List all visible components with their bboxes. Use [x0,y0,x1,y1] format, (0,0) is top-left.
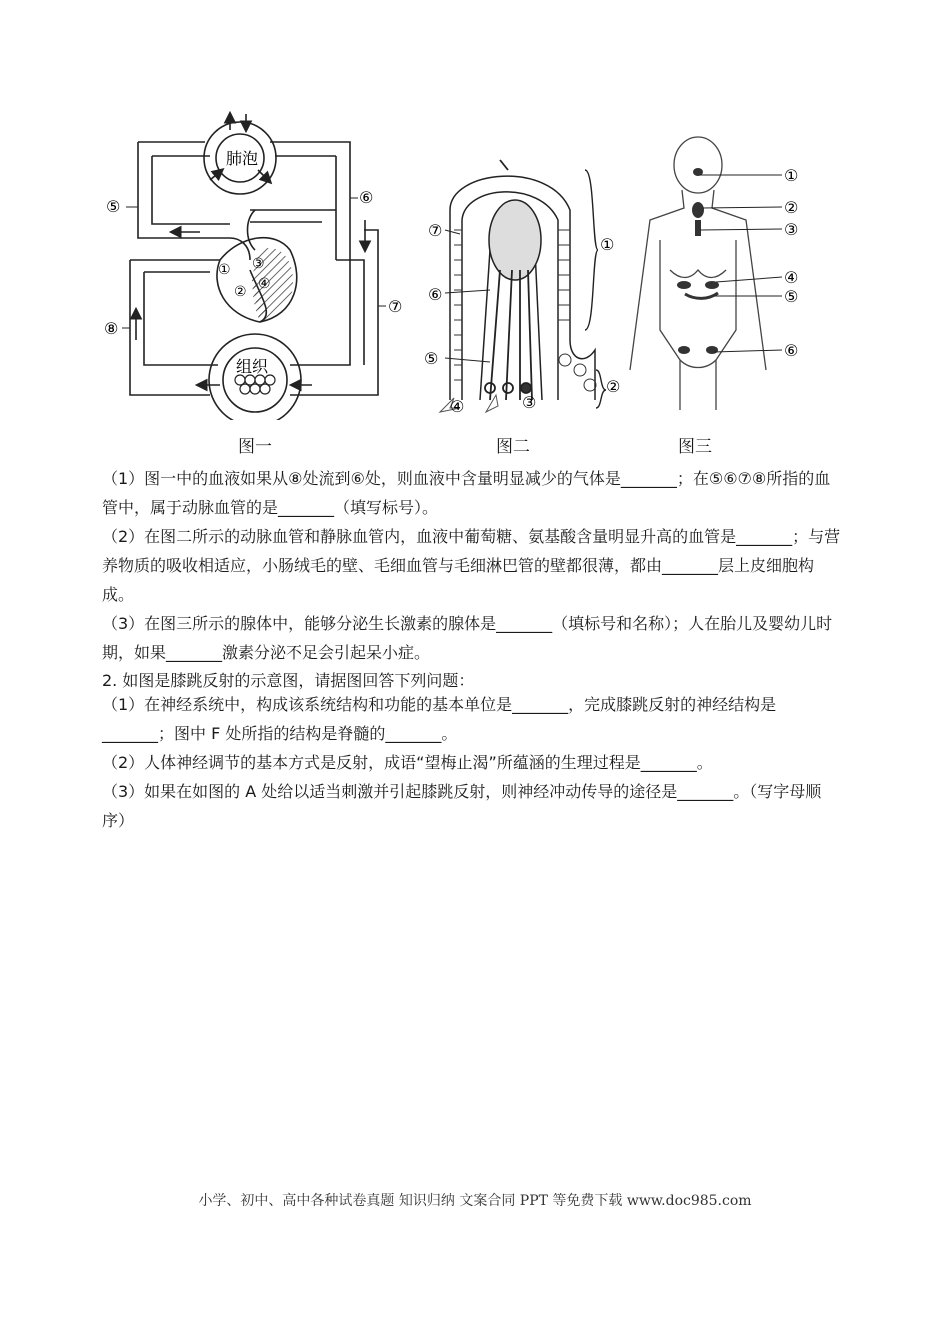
fig1-label-1: ① [218,262,231,278]
alveolus-label: 肺泡 [226,149,259,168]
fig3-label-5: ⑤ [784,287,799,306]
question-2-2: （2）人体神经调节的基本方式是反射，成语“望梅止渴”所蕴涵的生理过程是_______。 [102,753,713,772]
figure-1-circulation [100,110,420,420]
fig3-label-6: ⑥ [784,341,799,360]
fig2-label-3: ③ [522,393,537,412]
question-1-2: （2）在图二所示的动脉血管和静脉血管内，血液中葡萄糖、氨基酸含量明显升高的血管是_______；与营养物质的吸收相适应，小肠绒毛的壁、毛细血管与毛细淋巴管的壁都很薄，都由_______层上皮细胞构成。 [102,527,841,604]
page-footer: 小学、初中、高中各种试卷真题 知识归纳 文案合同 PPT 等免费下载 www.doc985.com [198,1193,752,1209]
fig2-label-6: ⑥ [428,285,443,304]
fig3-label-4: ④ [784,268,799,287]
fig2-label-5: ⑤ [424,349,439,368]
figure-1-caption: 图一 [238,437,272,457]
fig1-label-2: ② [234,284,247,300]
tissue-label: 组织 [236,357,269,376]
fig1-label-3: ③ [252,256,265,272]
fig1-label-8: ⑧ [104,319,119,338]
question-2-1: （1）在神经系统中，构成该系统结构和功能的基本单位是_______，完成膝跳反射的神经结构是_______；图中 F 处所指的结构是脊髓的_______。 [102,695,777,743]
fig3-label-3: ③ [784,220,799,239]
fig2-label-2: ② [606,377,620,396]
question-1-3: （3）在图三所示的腺体中，能够分泌生长激素的腺体是_______（填标号和名称）；人在胎儿及婴幼儿时期，如果_______激素分泌不足会引起呆小症。 [102,614,833,662]
fig1-label-6: ⑥ [359,188,374,207]
fig2-label-4: ④ [450,397,465,416]
fig2-label-1: ① [600,235,615,254]
fig3-label-2: ② [784,198,799,217]
figure-2-caption: 图二 [496,437,530,457]
fig1-label-5: ⑤ [106,197,121,216]
figure-3-caption: 图三 [678,437,712,457]
fig3-label-1: ① [784,166,799,185]
fig1-label-4: ④ [258,276,271,292]
question-1-1: （1）图一中的血液如果从⑧处流到⑥处，则血液中含量明显减少的气体是_______；在⑤⑥⑦⑧所指的血管中，属于动脉血管的是_______（填写标号）。 [102,469,831,517]
fig1-label-7: ⑦ [388,297,403,316]
question-2-3: （3）如果在如图的 A 处给以适当刺激并引起膝跳反射，则神经冲动传导的途径是_______。（写字母顺序） [102,782,822,830]
fig2-label-7: ⑦ [428,221,443,240]
question-2-stem: 2. 如图是膝跳反射的示意图，请据图回答下列问题： [102,671,475,690]
figure-3-endocrine [620,130,810,420]
figure-2-villus [420,150,620,420]
